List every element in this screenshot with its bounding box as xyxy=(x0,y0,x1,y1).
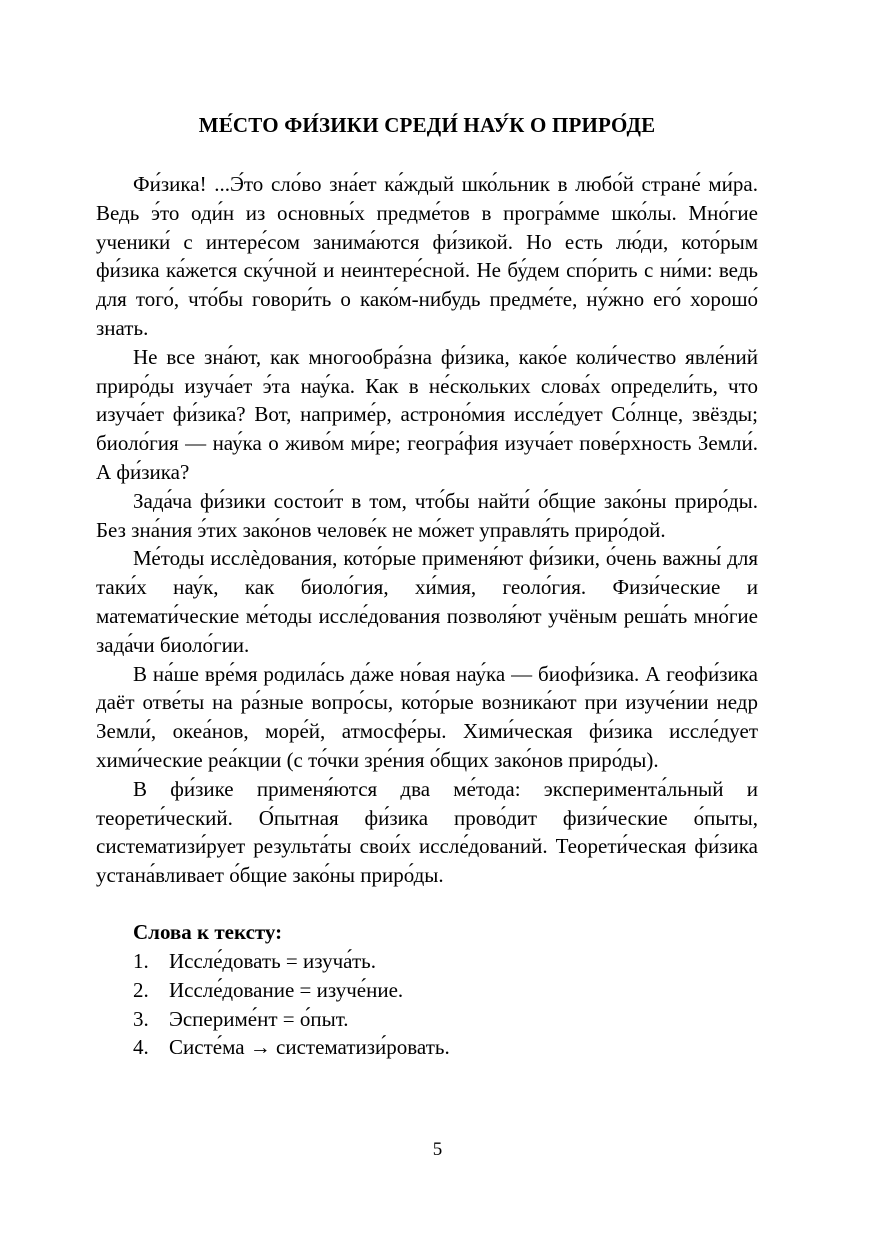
list-item-text: Систе́ма → систематизи́ровать. xyxy=(169,1035,450,1060)
vocabulary-list xyxy=(133,947,758,1062)
list-item-text: Эспериме́нт = о́пыт. xyxy=(169,1006,349,1031)
paragraph-2: Не все зна́ют, как многообра́зна фи́зика, како́е коли́чество явле́ний приро́ды изуча́ет э́та нау́ка. Как в не́скольких слова́х определи́ть, что изуча́ет фи́зика? Вот, наприме́р, астроно́мия иссле́дует Со́лнце, звёзды; биоло́гия — нау́ка о живо́м ми́ре; геогра́фия изуча́ет пове́рхность Земли́. А фи́зика? xyxy=(96,344,758,484)
list-item-number: 2. xyxy=(133,977,149,1002)
vocabulary-section xyxy=(96,918,758,1062)
list-item-text: Иссле́дование = изуче́ние. xyxy=(169,977,404,1002)
document-page xyxy=(96,100,758,1062)
paragraph-4: Ме́тоды исслѐдования, кото́рые применя́ют фи́зики, о́чень важны́ для таки́х нау́к, как биоло́гия, хи́мия, геоло́гия. Физи́ческие и математи́ческие ме́тоды иссле́дования позволя́ют учёным реша́ть мно́гие зада́чи биоло́гии. xyxy=(96,546,758,657)
list-item xyxy=(133,976,758,1005)
paragraph-5: В на́ше вре́мя родила́сь да́же но́вая нау́ка — биофи́зика. А геофи́зика даёт отве́ты на ра́зные вопро́сы, кото́рые возника́ют при изуче́нии недр Земли́, океа́нов, море́й, атмосфе́ры. Хими́ческая фи́зика иссле́дует хими́ческие реа́кции (с то́чки зре́ния о́бщих зако́нов приро́ды). xyxy=(96,661,758,772)
paragraph-1: Фи́зика! ...Э́то сло́во зна́ет ка́ждый шко́льник в любо́й стране́ ми́ра. Ведь э́то оди́н из основны́х предме́тов в програ́мме шко́лы. Мно́гие ученики́ с интере́сом занима́ются фи́зикой. Но есть лю́ди, кото́рым фи́зика ка́жется ску́чной и неинтере́сной. Не бу́дем спо́рить с ни́ми: ведь для того́, что́бы говори́ть о како́м-нибудь предме́те, ну́жно его́ хорошо́ знать. xyxy=(96,172,758,340)
page-title: МЕ́СТО ФИ́ЗИКИ СРЕДИ́ НАУ́К О ПРИРО́ДЕ xyxy=(198,113,656,137)
list-item-number: 4. xyxy=(133,1035,149,1060)
list-item xyxy=(133,1005,758,1034)
paragraph-6: В фи́зике применя́ются два ме́тода: эксперимента́льный и теорети́ческий. О́пытная фи́зика прово́дит физи́ческие о́пыты, систематизи́рует результа́ты свои́х иссле́дований. Теорети́ческая фи́зика устана́вливает о́бщие зако́ны приро́ды. xyxy=(96,776,758,888)
page-number: 5 xyxy=(432,1139,443,1160)
list-item-number: 1. xyxy=(133,948,149,973)
paragraph-3: Зада́ча фи́зики состои́т в том, что́бы найти́ о́бщие зако́ны приро́ды. Без зна́ния э́тих зако́нов челове́к не мо́жет управля́ть приро́дой. xyxy=(96,488,758,542)
list-item xyxy=(133,1033,758,1062)
list-item-number: 3. xyxy=(133,1006,149,1031)
vocabulary-heading: Слова к тексту: xyxy=(133,919,283,944)
list-item-text: Иссле́довать = изуча́ть. xyxy=(169,948,376,973)
list-item xyxy=(133,947,758,976)
